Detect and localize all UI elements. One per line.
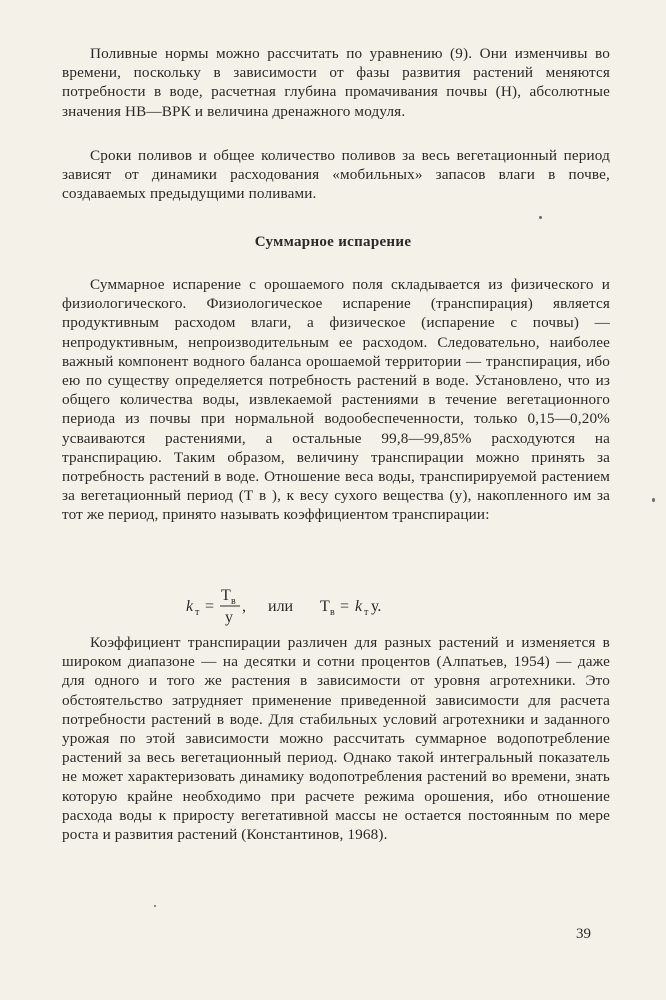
print-speck <box>652 498 655 502</box>
formula-rhs-left: Т <box>320 598 330 615</box>
paragraph-total-evaporation <box>62 275 610 525</box>
formula-numerator: Т <box>221 587 231 604</box>
page-number: 39 <box>576 926 591 942</box>
paragraph-watering-norms <box>62 44 610 121</box>
transpiration-coefficient-formula <box>180 582 480 630</box>
formula-lhs-symbol: k <box>186 598 194 615</box>
formula-numerator-subscript: в <box>231 596 236 607</box>
paragraph-text: Поливные нормы можно рассчитать по уравнению (9). Они изменчивы во времени, поскольку в зависимости от фазы развития растений меняются потребности в воде, расчетная глубина промачивания почвы (H), абсолютные значения НВ—ВРК и величина дренажного модуля. <box>62 45 610 120</box>
formula-equals: = <box>205 598 215 615</box>
formula-rhs-left-subscript: в <box>330 607 335 618</box>
paragraph-watering-schedule <box>62 146 610 204</box>
section-heading: Суммарное испарение <box>254 234 412 250</box>
formula-comma: , <box>242 598 246 615</box>
formula-connector: или <box>268 598 294 615</box>
print-speck <box>154 905 156 907</box>
paragraph-transpiration-coefficient <box>62 633 610 844</box>
paragraph-text: Коэффициент транспирации различен для разных растений и изменяется в широком диапазоне — на десятки и сотни процентов (Алпатьев, 1954) — даже для одного и того же растения в зависимости от уровня агротехники. Это обстоятельство затрудняет применение приведенной зависимости для расчета потребности растений в воде. Для стабильных условий агротехники и заданного урожая по этой зависимости можно рассчитать суммарное водопотребление растений за весь вегетационный период. Однако такой интегральный показатель не может характеризовать динамику водопотребления растений во времени, знать которую крайне необходимо при расчете режима орошения, ибо отношение расхода воды к приросту вегетативной массы не остается постоянным по мере роста и развития растений (Константинов, 1968). <box>62 634 610 844</box>
formula-denominator: у <box>225 609 233 626</box>
formula-lhs-subscript: т <box>195 607 200 618</box>
formula-rhs-k: k <box>355 598 363 615</box>
paragraph-text: Суммарное испарение с орошаемого поля складывается из физического и физиологического. Физиологическое испарение (транспирация) является продуктивным расходом влаги, а физическое (испарение с почвы) — непродуктивным, непроизводительным ее расходом. Следовательно, наиболее важный компонент водного баланса орошаемой территории — транспирация, ибо ею по существу определяется потребность растений в воде. Установлено, что из общего количества воды, извлекаемой растениями в течение вегетационного периода из почвы при нормальной водообеспеченности, только 0,15—0,20% усваиваются растениями, а остальные 99,8—99,85% расходуются на транспирацию. Таким образом, величину транспирации можно принять за потребность растений в воде. Отношение веса воды, транспирируемой растением за вегетационный период (Т в ), к весу сухого вещества (у), накопленного им за тот же период, принято называть коэффициентом транспирации: <box>62 276 610 524</box>
paragraph-text: Сроки поливов и общее количество поливов за весь вегетационный период зависят от динамики расходования «мобильных» запасов влаги в почве, создаваемых предыдущими поливами. <box>62 147 610 203</box>
formula-rhs-k-subscript: т <box>364 607 369 618</box>
print-speck <box>539 216 542 219</box>
formula-rhs-equals: = <box>340 598 350 615</box>
formula-rhs-y: у. <box>371 598 382 615</box>
